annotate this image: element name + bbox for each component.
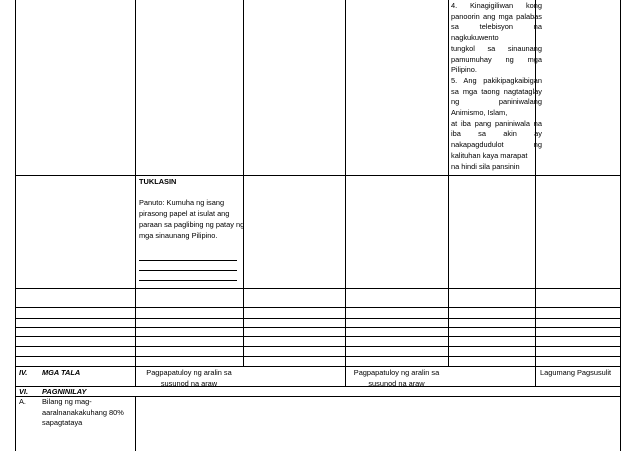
row-line bbox=[15, 307, 621, 308]
statement-line: at iba pang paniniwala na bbox=[451, 118, 542, 128]
statement-line: sa mga taong nagtataglay bbox=[451, 86, 542, 96]
statement-line: kalituhan kaya marapat bbox=[451, 150, 528, 160]
item-text-line: sapagtataya bbox=[42, 418, 83, 428]
statement-line: Pilipino. bbox=[451, 65, 477, 75]
tala-note-line: Pagpapatuloy ng aralin sa bbox=[146, 368, 232, 377]
statement-line: iba sa akin ay bbox=[451, 129, 542, 139]
row-line bbox=[15, 356, 621, 357]
section-label: PAGNINILAY bbox=[42, 387, 87, 396]
statement-line: 4. Kinagigiliwan kong bbox=[451, 1, 542, 10]
section-label: MGA TALA bbox=[42, 368, 81, 377]
row-line bbox=[15, 386, 621, 387]
row-line bbox=[15, 318, 621, 319]
statement-line: na hindi sila pansinin bbox=[451, 161, 520, 171]
row-line bbox=[15, 288, 621, 289]
row-line bbox=[15, 175, 621, 176]
column-divider-4 bbox=[448, 0, 449, 366]
statement-line: nakapagdudulot ng bbox=[451, 140, 542, 150]
instruction-line: pirasong papel at isulat ang bbox=[139, 209, 230, 218]
item-text bbox=[42, 397, 124, 429]
column-divider-3 bbox=[345, 0, 346, 386]
section-number: IV. bbox=[19, 368, 28, 377]
statement-line: Animismo, Islam, bbox=[451, 108, 508, 117]
item-letter: A. bbox=[19, 397, 26, 406]
statement-line: panoorin ang mga palabas bbox=[451, 11, 542, 21]
statement-line: sa telebisyon na bbox=[451, 22, 542, 32]
column-divider-2 bbox=[243, 0, 244, 366]
item-text-line: Bilang ng mag- bbox=[42, 397, 92, 406]
row-line bbox=[15, 366, 621, 367]
statement-line: ng paniniwalang bbox=[451, 97, 542, 107]
answer-blank-line bbox=[139, 270, 237, 271]
statement-line: tungkol sa sinaunang bbox=[451, 43, 542, 53]
statement-line: 5. Ang pakikipagkaibigan bbox=[451, 75, 542, 85]
tala-note-line: susunod na araw bbox=[160, 378, 218, 388]
tuklasin-heading: TUKLASIN bbox=[139, 177, 177, 186]
answer-blank-line bbox=[139, 260, 237, 261]
tala-note-assessment: Lagumang Pagsusulit bbox=[540, 368, 612, 377]
table-border-left bbox=[15, 0, 16, 451]
row-line bbox=[15, 336, 621, 337]
statement-line: nagkukuwento bbox=[451, 33, 499, 43]
tala-note-line: susunod na araw bbox=[368, 378, 425, 388]
tala-note-line: Pagpapatuloy ng aralin sa bbox=[353, 368, 440, 377]
instruction-line: paraan sa paglibing ng patay ng bbox=[139, 220, 245, 229]
column-divider-1b bbox=[135, 396, 136, 451]
tala-note bbox=[345, 368, 448, 389]
section-number: VI. bbox=[19, 387, 29, 396]
instruction-line: Panuto: Kumuha ng isang bbox=[139, 198, 225, 207]
answer-blank-line bbox=[139, 280, 237, 281]
item-text-line: aaralnanakakuhang 80% bbox=[42, 407, 124, 417]
column-divider-1 bbox=[135, 0, 136, 386]
statement-line: pamumuhay ng mga bbox=[451, 54, 542, 64]
table-border-right bbox=[620, 0, 621, 451]
tala-note bbox=[135, 368, 243, 389]
row-line bbox=[15, 327, 621, 328]
row-line bbox=[15, 346, 621, 347]
instruction-line: mga sinaunang Pilipino. bbox=[139, 231, 218, 240]
